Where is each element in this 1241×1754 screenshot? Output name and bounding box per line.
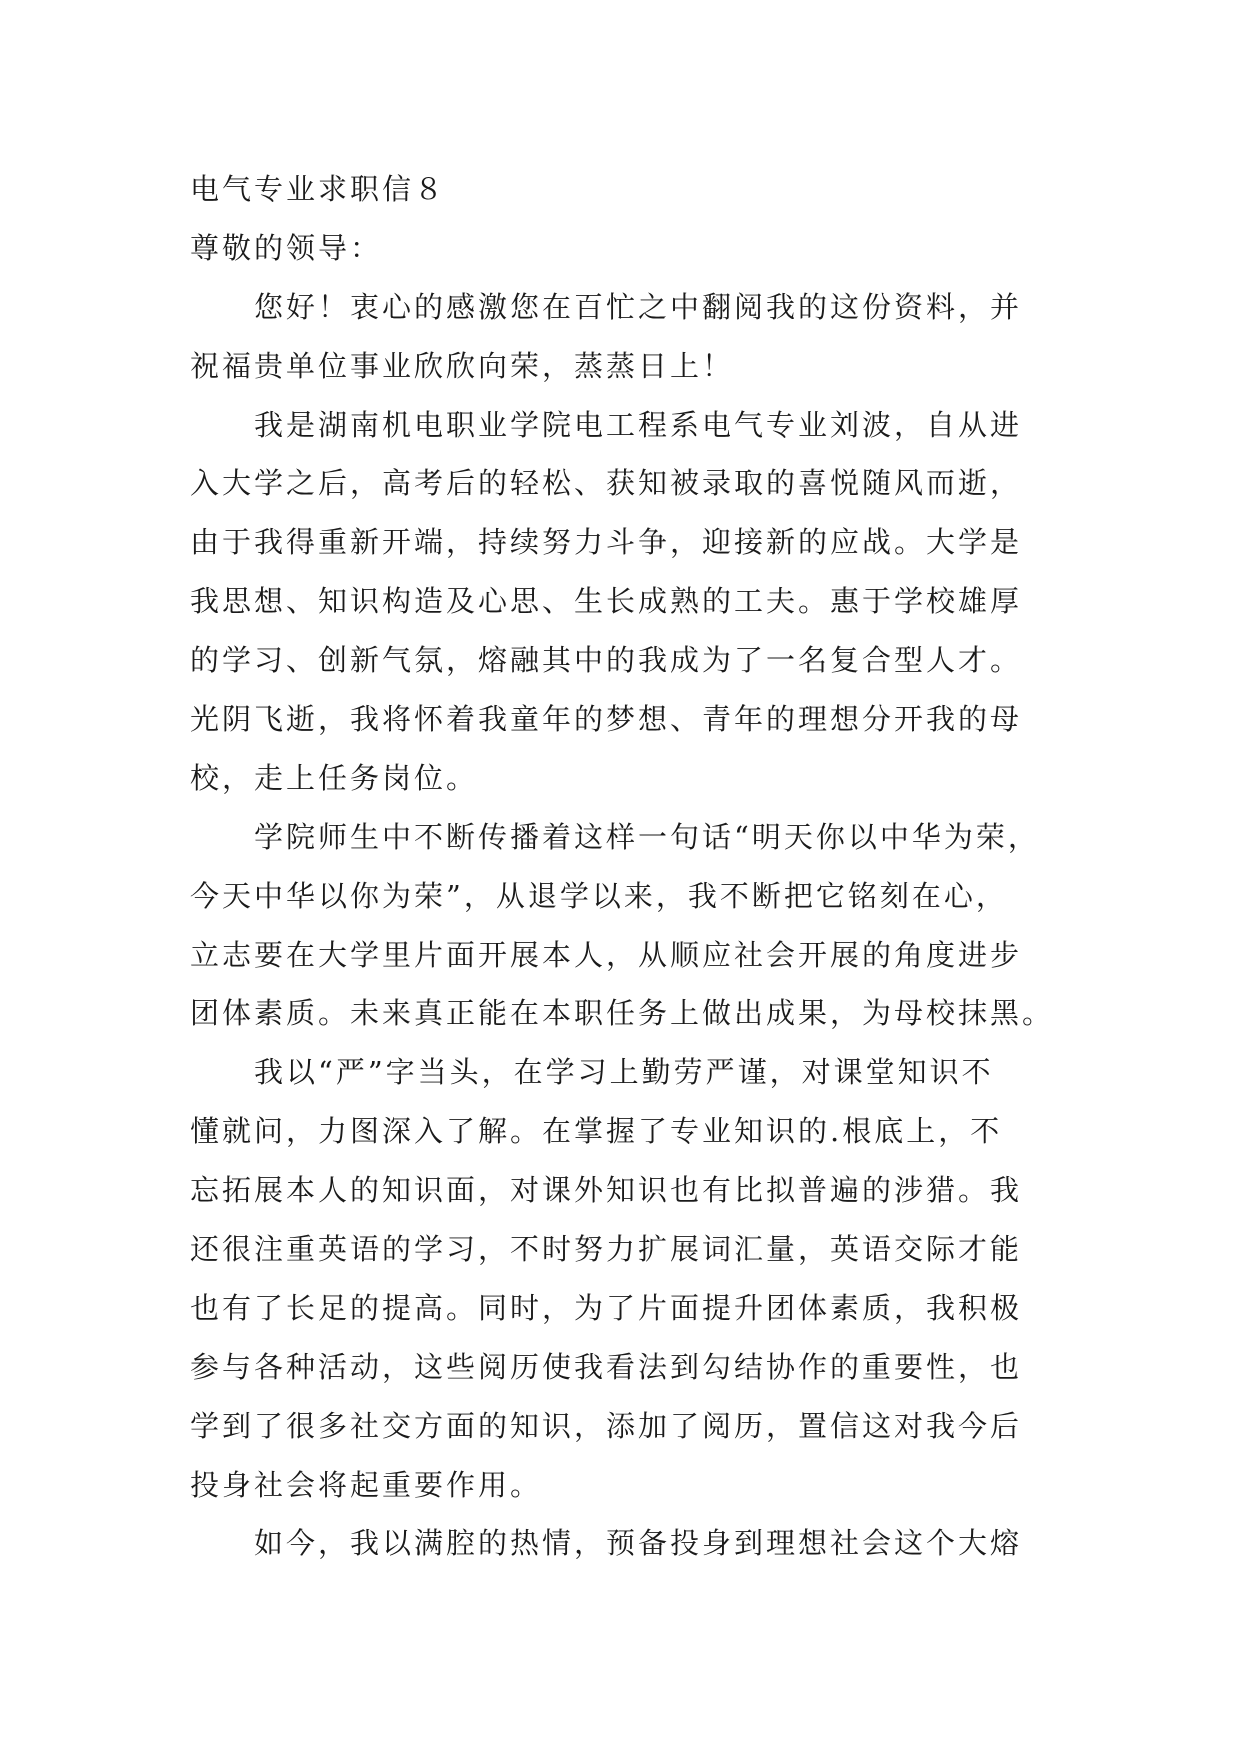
- text-line: 今天中华以你为荣”，从退学以来，我不断把它铭刻在心，: [190, 878, 1008, 913]
- letter-body: [190, 160, 1065, 1573]
- text-line: 懂就问，力图深入了解。在掌握了专业知识的.根底上，不: [190, 1114, 1003, 1149]
- text-line: 学到了很多社交方面的知识，添加了阅历，置信这对我今后: [190, 1408, 1023, 1443]
- text-line: 我思想、知识构造及心思、生长成熟的工夫。惠于学校雄厚: [190, 584, 1023, 619]
- text-line: 光阴飞逝，我将怀着我童年的梦想、青年的理想分开我的母: [190, 702, 1023, 737]
- text-line: 您好！衷心的感激您在百忙之中翻阅我的这份资料，并: [254, 289, 1023, 324]
- salutation: 尊敬的领导：: [190, 230, 383, 265]
- text-line: 参与各种活动，这些阅历使我看法到勾结协作的重要性，也: [190, 1349, 1023, 1384]
- text-line: 团体素质。未来真正能在本职任务上做出成果，为母校抹黑。: [190, 996, 1055, 1031]
- text-line: 投身社会将起重要作用。: [190, 1467, 543, 1502]
- text-line: 由于我得重新开端，持续努力斗争，迎接新的应战。大学是: [190, 525, 1023, 560]
- text-line: 入大学之后，高考后的轻松、获知被录取的喜悦随风而逝，: [190, 466, 1023, 501]
- text-line: 立志要在大学里片面开展本人，从顺应社会开展的角度进步: [190, 937, 1023, 972]
- text-line: 也有了长足的提高。同时，为了片面提升团体素质，我积极: [190, 1290, 1023, 1325]
- text-line: 如今，我以满腔的热情，预备投身到理想社会这个大熔: [254, 1526, 1023, 1561]
- text-line: 我以“严”字当头，在学习上勤劳严谨，对课堂知识不: [254, 1055, 994, 1090]
- text-line: 我是湖南机电职业学院电工程系电气专业刘波，自从进: [254, 407, 1023, 442]
- document-title: 电气专业求职信８: [190, 172, 447, 206]
- text-line: 校，走上任务岗位。: [190, 760, 479, 795]
- text-line: 的学习、创新气氛，熔融其中的我成为了一名复合型人才。: [190, 643, 1023, 678]
- text-line: 还很注重英语的学习，不时努力扩展词汇量，英语交际才能: [190, 1232, 1023, 1267]
- letter-paragraphs: [190, 278, 1065, 1574]
- text-line: 忘拓展本人的知识面，对课外知识也有比拟普遍的涉猎。我: [190, 1173, 1023, 1208]
- text-line: 祝福贵单位事业欣欣向荣，蒸蒸日上！: [190, 348, 735, 383]
- text-line: 学院师生中不断传播着这样一句话“明天你以中华为荣，: [254, 819, 1040, 854]
